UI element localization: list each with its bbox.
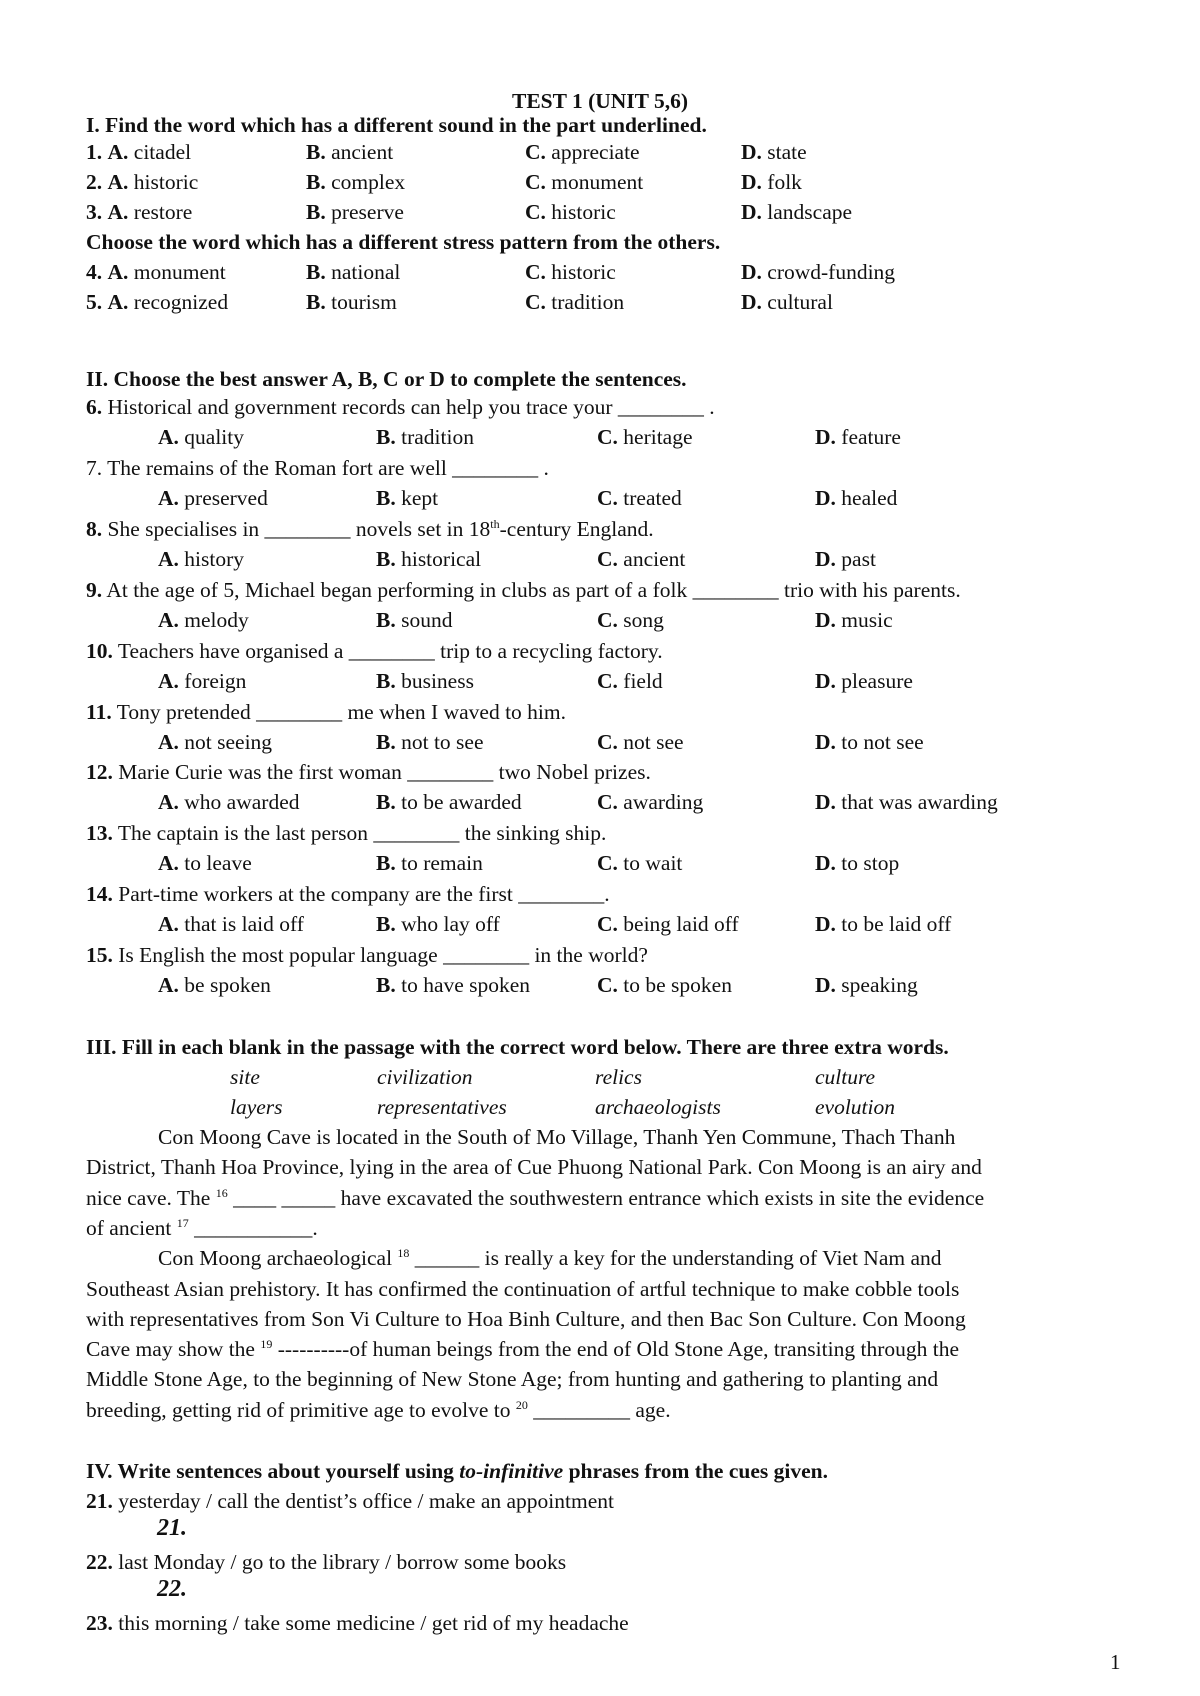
option-c: C. historic — [525, 200, 616, 224]
option-d: D. to not see — [815, 730, 924, 754]
option-a: 4. A. monument — [86, 260, 226, 284]
passage-line: District, Thanh Hoa Province, lying in the area of Cue Phuong National Park. Con Moong is an airy and — [86, 1155, 982, 1179]
option-d: D. music — [815, 608, 893, 632]
option-a: A. be spoken — [158, 973, 271, 997]
option-a: 5. A. recognized — [86, 290, 229, 314]
word-bank-item: culture — [815, 1065, 876, 1089]
answer-line-22[interactable]: 22. — [157, 1576, 187, 1602]
option-c: C. not see — [597, 730, 684, 754]
option-b: B. ancient — [306, 140, 394, 164]
question-9-stem: 9. At the age of 5, Michael began performing in clubs as part of a folk ________ trio with his parents. — [86, 578, 961, 602]
option-b: B. complex — [306, 170, 406, 194]
option-a: 1. A. citadel — [86, 140, 192, 164]
passage-line: Con Moong archaeological $^{18}$ ______ is really a key for the understanding of Viet Nam and — [158, 1245, 942, 1270]
stress-heading: Choose the word which has a different stress pattern from the others. — [86, 230, 721, 254]
option-d: D. past — [815, 547, 876, 571]
option-d: D. pleasure — [815, 669, 913, 693]
option-c: C. to be spoken — [597, 973, 732, 997]
word-bank-item: layers — [230, 1095, 283, 1119]
option-d: D. to be laid off — [815, 912, 952, 936]
option-d: D. folk — [741, 170, 802, 194]
option-d: D. that was awarding — [815, 790, 998, 814]
option-b: B. tradition — [376, 425, 474, 449]
page-title: TEST 1 (UNIT 5,6) — [511, 89, 689, 113]
option-b: B. who lay off — [376, 912, 500, 936]
question-22-cue: 22. last Monday / go to the library / borrow some books — [86, 1550, 567, 1574]
option-b: B. historical — [376, 547, 482, 571]
option-a: 2. A. historic — [86, 170, 199, 194]
option-a: A. who awarded — [158, 790, 300, 814]
option-d: D. healed — [815, 486, 898, 510]
option-c: C. song — [597, 608, 664, 632]
option-d: D. feature — [815, 425, 901, 449]
option-d: D. to stop — [815, 851, 900, 875]
question-11-stem: 11. Tony pretended ________ me when I waved to him. — [86, 700, 566, 724]
option-a: A. quality — [158, 425, 244, 449]
option-c: C. being laid off — [597, 912, 739, 936]
question-6-stem: 6. Historical and government records can help you trace your ________ . — [86, 395, 715, 419]
word-bank-item: representatives — [377, 1095, 507, 1119]
option-d: D. landscape — [741, 200, 853, 224]
option-b: B. tourism — [306, 290, 397, 314]
passage-line: with representatives from Son Vi Culture to Hoa Binh Culture, and then Bac Son Culture. Con Moong — [86, 1307, 966, 1331]
passage-line: breeding, getting rid of primitive age to evolve to $^{20}$ _________ age. — [86, 1397, 671, 1422]
word-bank-item: evolution — [815, 1095, 896, 1119]
option-d: D. state — [741, 140, 807, 164]
option-c: C. awarding — [597, 790, 704, 814]
question-10-stem: 10. Teachers have organised a ________ trip to a recycling factory. — [86, 639, 663, 663]
option-c: C. field — [597, 669, 663, 693]
word-bank-item: site — [230, 1065, 260, 1089]
option-b: B. kept — [376, 486, 439, 510]
option-a: A. melody — [158, 608, 249, 632]
option-d: D. speaking — [815, 973, 918, 997]
passage-line: of ancient $^{17}$ ___________. — [86, 1215, 318, 1240]
option-b: B. to have spoken — [376, 973, 531, 997]
question-23-cue: 23. this morning / take some medicine / get rid of my headache — [86, 1611, 629, 1635]
passage-line: Cave may show the $^{19}$ ----------of human beings from the end of Old Stone Age, transiting through the — [86, 1336, 959, 1361]
option-b: B. preserve — [306, 200, 404, 224]
question-21-cue: 21. yesterday / call the dentist’s office / make an appointment — [86, 1489, 614, 1513]
section-3-heading: III. Fill in each blank in the passage with the correct word below. There are three extra words. — [86, 1035, 949, 1059]
option-c: C. historic — [525, 260, 616, 284]
option-a: A. not seeing — [158, 730, 273, 754]
question-8-stem: 8. She specialises in ________ novels set in 18th-century England. — [86, 516, 654, 541]
word-bank-item: civilization — [377, 1065, 473, 1089]
word-bank-item: relics — [595, 1065, 642, 1089]
option-c: C. ancient — [597, 547, 686, 571]
question-12-stem: 12. Marie Curie was the first woman ________ two Nobel prizes. — [86, 760, 651, 784]
option-c: C. to wait — [597, 851, 683, 875]
word-bank-item: archaeologists — [595, 1095, 721, 1119]
option-c: C. treated — [597, 486, 682, 510]
option-b: B. to be awarded — [376, 790, 522, 814]
question-7-stem: 7. The remains of the Roman fort are well ________ . — [86, 456, 549, 480]
passage-line: Southeast Asian prehistory. It has confirmed the continuation of artful technique to make cobble tools — [86, 1277, 960, 1301]
option-d: D. cultural — [741, 290, 833, 314]
option-a: A. preserved — [158, 486, 268, 510]
option-a: A. to leave — [158, 851, 252, 875]
option-c: C. monument — [525, 170, 644, 194]
option-a: 3. A. restore — [86, 200, 193, 224]
option-d: D. crowd-funding — [741, 260, 896, 284]
question-13-stem: 13. The captain is the last person ________ the sinking ship. — [86, 821, 607, 845]
page-number: 1 — [1110, 1650, 1121, 1674]
option-b: B. to remain — [376, 851, 483, 875]
option-b: B. sound — [376, 608, 453, 632]
option-b: B. business — [376, 669, 474, 693]
option-a: A. that is laid off — [158, 912, 304, 936]
option-c: C. tradition — [525, 290, 625, 314]
question-14-stem: 14. Part-time workers at the company are the first ________. — [86, 882, 610, 906]
question-15-stem: 15. Is English the most popular language ________ in the world? — [86, 943, 648, 967]
answer-line-21[interactable]: 21. — [157, 1515, 187, 1541]
section-1-heading: I. Find the word which has a different sound in the part underlined. — [86, 113, 707, 137]
option-a: A. foreign — [158, 669, 247, 693]
option-c: C. appreciate — [525, 140, 640, 164]
option-a: A. history — [158, 547, 245, 571]
section-4-heading: IV. Write sentences about yourself using to-infinitive phrases from the cues given. — [86, 1459, 828, 1483]
passage-line: Con Moong Cave is located in the South of Mo Village, Thanh Yen Commune, Thach Thanh — [158, 1125, 956, 1149]
option-b: B. national — [306, 260, 401, 284]
option-b: B. not to see — [376, 730, 484, 754]
passage-line: Middle Stone Age, to the beginning of New Stone Age; from hunting and gathering to planting and — [86, 1367, 939, 1391]
option-c: C. heritage — [597, 425, 693, 449]
section-2-heading: II. Choose the best answer A, B, C or D to complete the sentences. — [86, 367, 687, 391]
passage-line: nice cave. The $^{16}$ ____ _____ have excavated the southwestern entrance which exists in site the evidence — [86, 1185, 985, 1210]
